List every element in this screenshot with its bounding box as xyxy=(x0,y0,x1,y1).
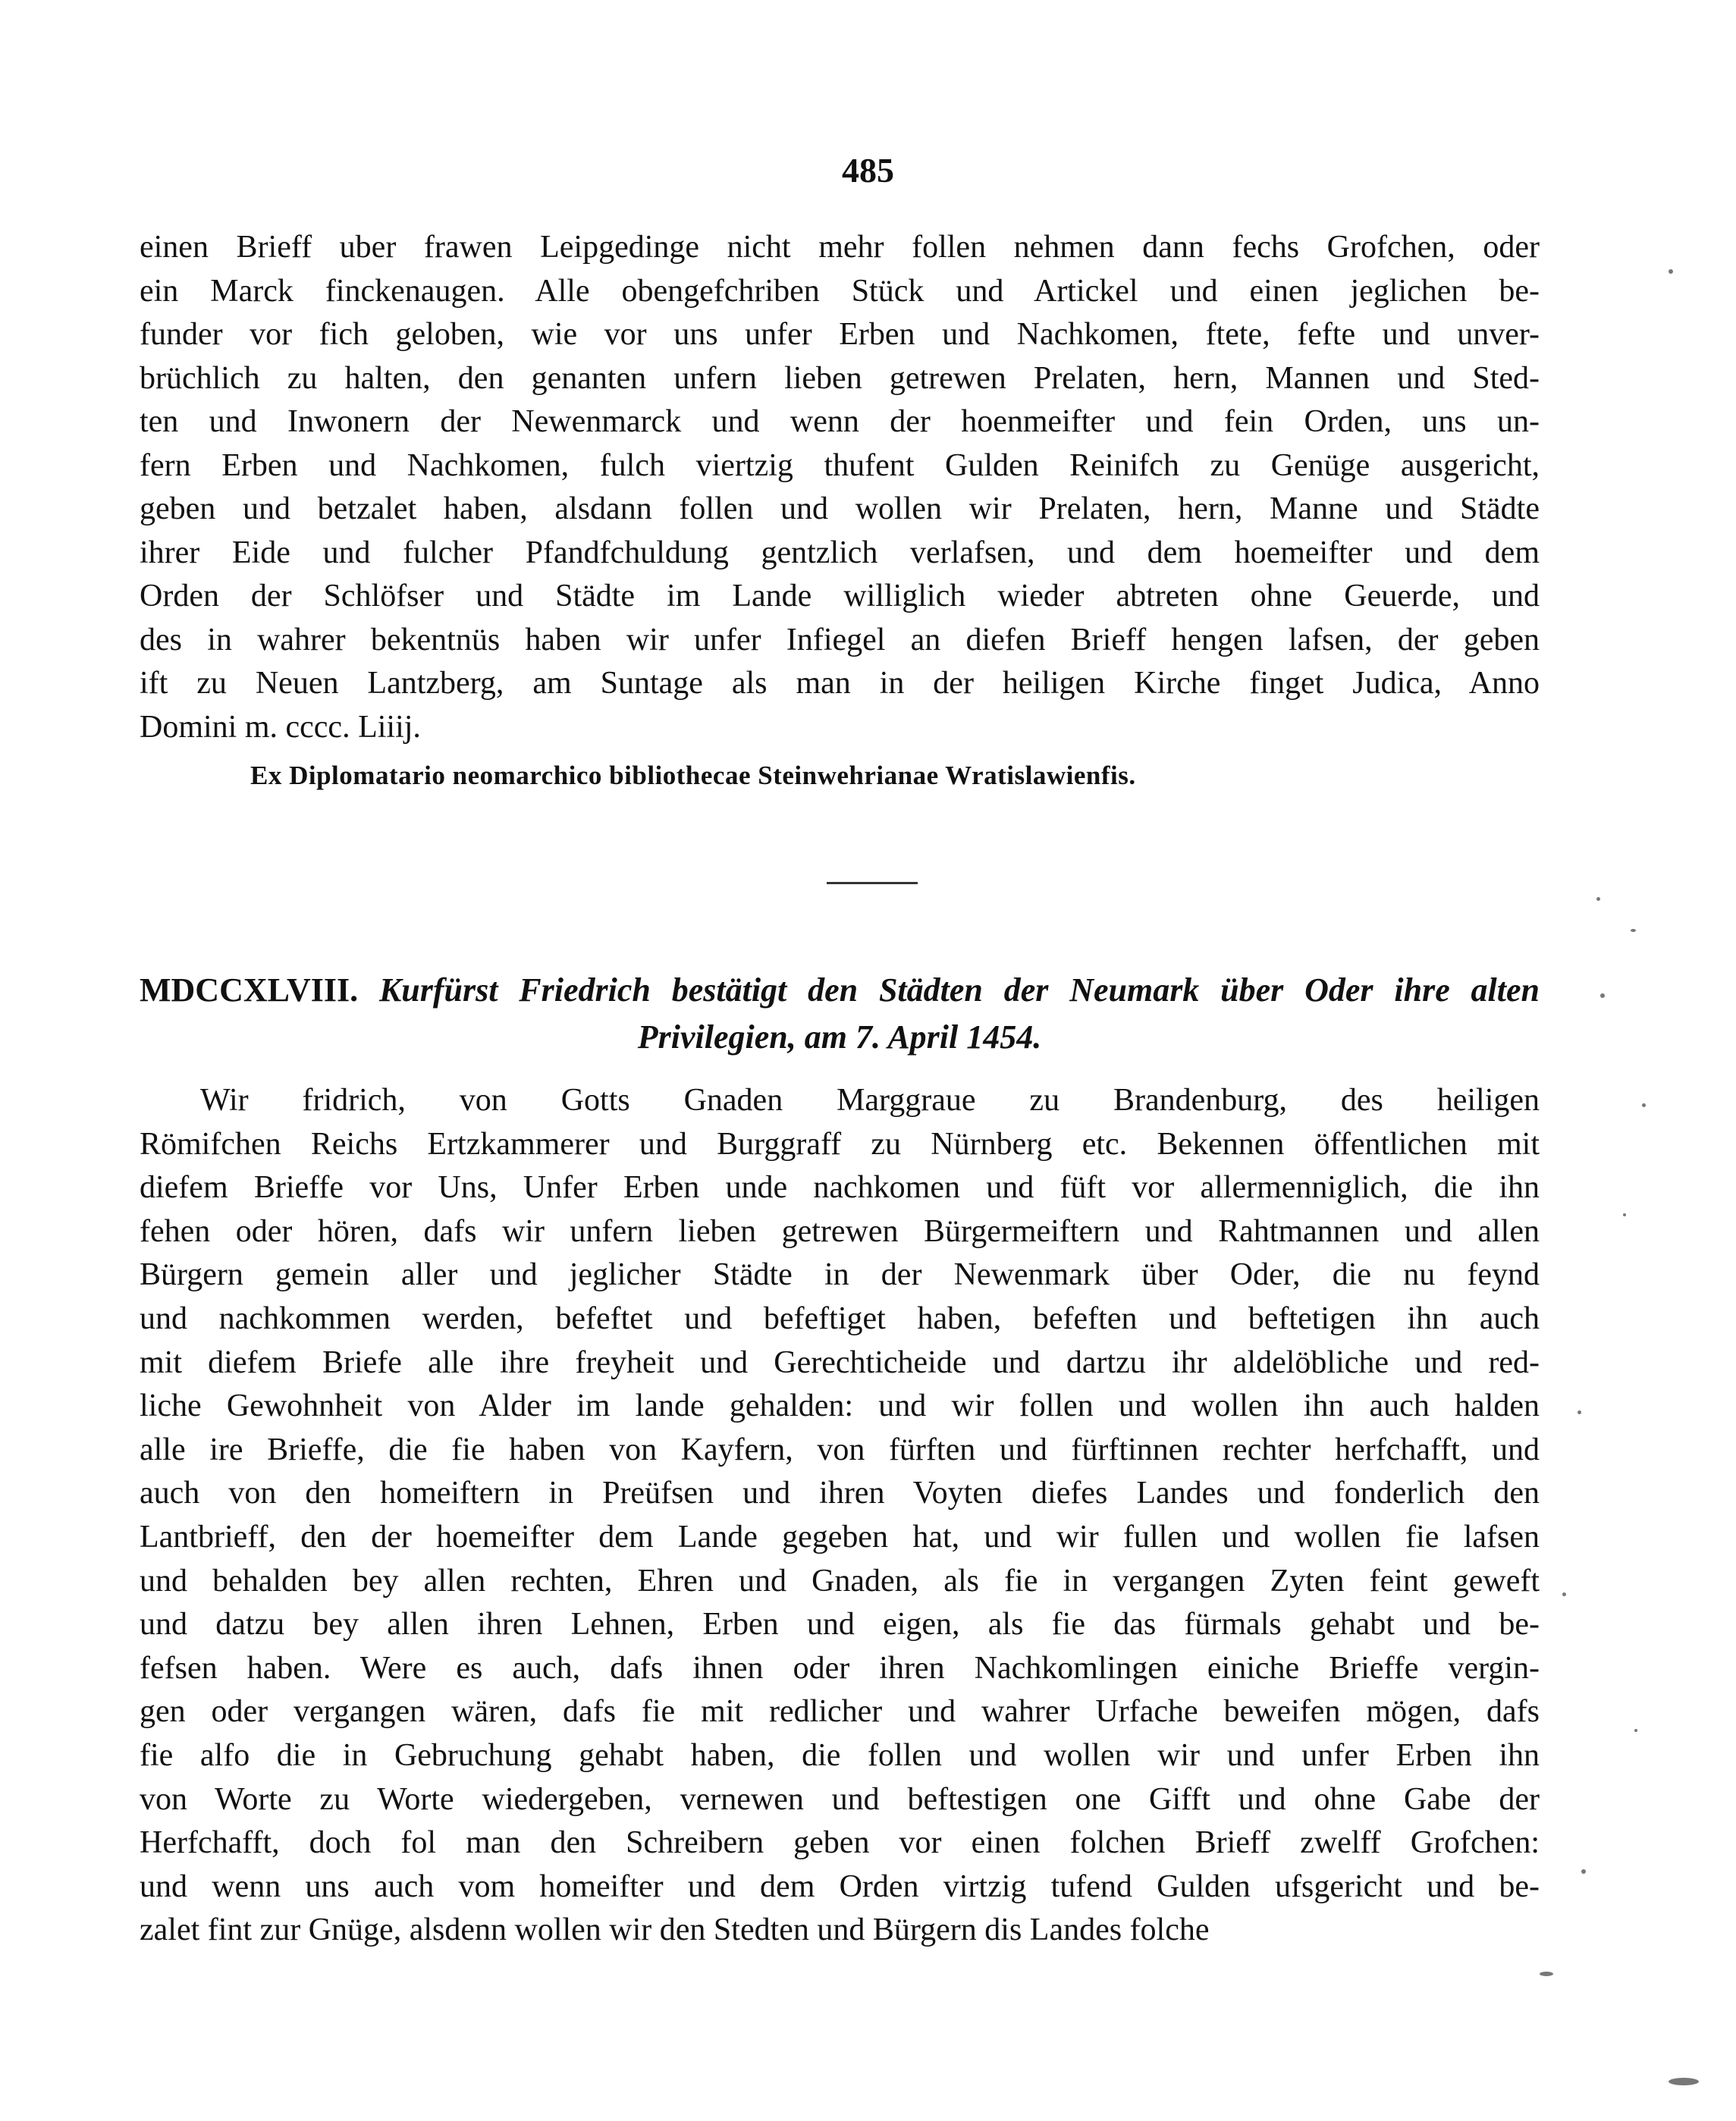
text-line: und datzu bey allen ihren Lehnen, Erben und eigen, als fie das fürmals gehabt und be- xyxy=(140,1607,1540,1643)
scan-speck xyxy=(1669,269,1673,274)
text-line: und wenn uns auch vom homeifter und dem Orden virtzig tufend Gulden ufsgericht und be- xyxy=(140,1868,1540,1904)
text-line: alle ire Brieffe, die fie haben von Kayfern, von fürften und fürftinnen rechter herfchafft, und xyxy=(140,1432,1540,1467)
scan-speck xyxy=(1562,1592,1566,1596)
text-line: ihrer Eide und fulcher Pfandfchuldung gentzlich verlafsen, und dem hoemeifter und dem xyxy=(140,535,1540,570)
text-line: mit diefem Briefe alle ihre freyheit und Gerechticheide und dartzu ihr aldelöbliche und red- xyxy=(140,1344,1540,1380)
text-line: liche Gewohnheit von Alder im lande gehalden: und wir follen und wollen ihn auch halden xyxy=(140,1388,1540,1424)
heading-line xyxy=(140,967,1540,1014)
text-line: funder vor fich geloben, wie vor uns unfer Erben und Nachkomen, ftete, fefte und unver- xyxy=(140,317,1540,352)
text-line: auch von den homeiftern in Preüfsen und ihren Voyten diefes Landes und fonderlich den xyxy=(140,1476,1540,1511)
page-number: 485 xyxy=(842,151,894,190)
heading-title-continued: Privilegien, am 7. April 1454. xyxy=(637,1018,1042,1056)
scan-speck xyxy=(1623,1213,1626,1216)
text-line: Lantbrieff, den der hoemeifter dem Lande gegeben hat, und wir fullen und wollen fie lafsen xyxy=(140,1519,1540,1555)
section-divider xyxy=(827,882,918,884)
source-note: Ex Diplomatario neomarchico bibliothecae Steinwehrianae Wratislawienfis. xyxy=(250,761,1136,790)
scan-speck xyxy=(1669,2078,1699,2085)
text-line: Domini m. cccc. Liiij. xyxy=(140,709,421,745)
scan-speck xyxy=(1596,897,1600,901)
text-line: fehen oder hören, dafs wir unfern lieben getrewen Bürgermeiftern und Rahtmannen und allen xyxy=(140,1213,1540,1249)
text-line: von Worte zu Worte wiedergeben, vernewen und beftestigen one Gifft und ohne Gabe der xyxy=(140,1781,1540,1817)
text-line: Römifchen Reichs Ertzkammerer und Burggraff zu Nürnberg etc. Bekennen öffentlichen mit xyxy=(140,1126,1540,1162)
text-line: ten und Inwonern der Newenmarck und wenn der hoenmeifter und fein Orden, uns un- xyxy=(140,404,1540,439)
text-line: und behalden bey allen rechten, Ehren und Gnaden, als fie in vergangen Zyten feint geweft xyxy=(140,1563,1540,1599)
scan-speck xyxy=(1600,993,1605,998)
document-number: MDCCXLVIII. xyxy=(140,971,359,1009)
text-line: diefem Brieffe vor Uns, Unfer Erben unde nachkomen und füft vor allermenniglich, die ihn xyxy=(140,1170,1540,1206)
text-line: ein Marck finckenaugen. Alle obengefchriben Stück und Artickel und einen jeglichen be- xyxy=(140,273,1540,309)
scan-speck xyxy=(1631,929,1636,932)
scan-speck xyxy=(1642,1103,1646,1107)
text-line: zalet fint zur Gnüge, alsdenn wollen wir den Stedten und Bürgern dis Landes folche xyxy=(140,1912,1210,1948)
scan-speck xyxy=(1581,1869,1586,1874)
text-line: fern Erben und Nachkomen, fulch viertzig thufent Gulden Reinifch zu Genüge ausgericht, xyxy=(140,447,1540,483)
scan-speck xyxy=(1577,1410,1581,1414)
text-line: und nachkommen werden, befeftet und befeftiget haben, befeften und beftetigen ihn auch xyxy=(140,1301,1540,1336)
text-line: brüchlich zu halten, den genanten unfern lieben getrewen Prelaten, hern, Mannen und Sted- xyxy=(140,360,1540,396)
text-line: Wir fridrich, von Gotts Gnaden Marggraue zu Brandenburg, des heiligen xyxy=(200,1083,1540,1118)
document-text-continuation xyxy=(140,226,1540,749)
heading-title: Kurfürst Friedrich bestätigt den Städten der Neumark über Oder ihre alten xyxy=(378,971,1540,1009)
text-line: Herfchafft, doch fol man den Schreibern geben vor einen folchen Brieff zwelff Grofchen: xyxy=(140,1825,1540,1861)
text-line: gen oder vergangen wären, dafs fie mit redlicher und wahrer Urfache beweifen mögen, dafs xyxy=(140,1694,1540,1730)
text-line: ift zu Neuen Lantzberg, am Suntage als man in der heiligen Kirche finget Judica, Anno xyxy=(140,666,1540,701)
text-line: Bürgern gemein aller und jeglicher Städte in der Newenmark über Oder, die nu feynd xyxy=(140,1257,1540,1293)
text-line: des in wahrer bekentnüs haben wir unfer Infiegel an diefen Brieff hengen lafsen, der geben xyxy=(140,622,1540,657)
text-line: fie alfo die in Gebruchung gehabt haben, die follen und wollen wir und unfer Erben ihn xyxy=(140,1737,1540,1773)
scan-speck xyxy=(1540,1972,1553,1976)
text-line: fefsen haben. Were es auch, dafs ihnen oder ihren Nachkomlingen einiche Brieffe vergin- xyxy=(140,1650,1540,1686)
text-line: Orden der Schlöfser und Städte im Lande williglich wieder abtreten ohne Geuerde, und xyxy=(140,579,1540,613)
text-line: geben und betzalet haben, alsdann follen und wollen wir Prelaten, hern, Manne und Städte xyxy=(140,491,1540,526)
document-heading xyxy=(140,967,1540,1061)
text-line: einen Brieff uber frawen Leipgedinge nicht mehr follen nehmen dann fechs Grofchen, oder xyxy=(140,230,1540,265)
document-text-charter xyxy=(140,1079,1540,1953)
scan-speck xyxy=(1634,1729,1637,1732)
